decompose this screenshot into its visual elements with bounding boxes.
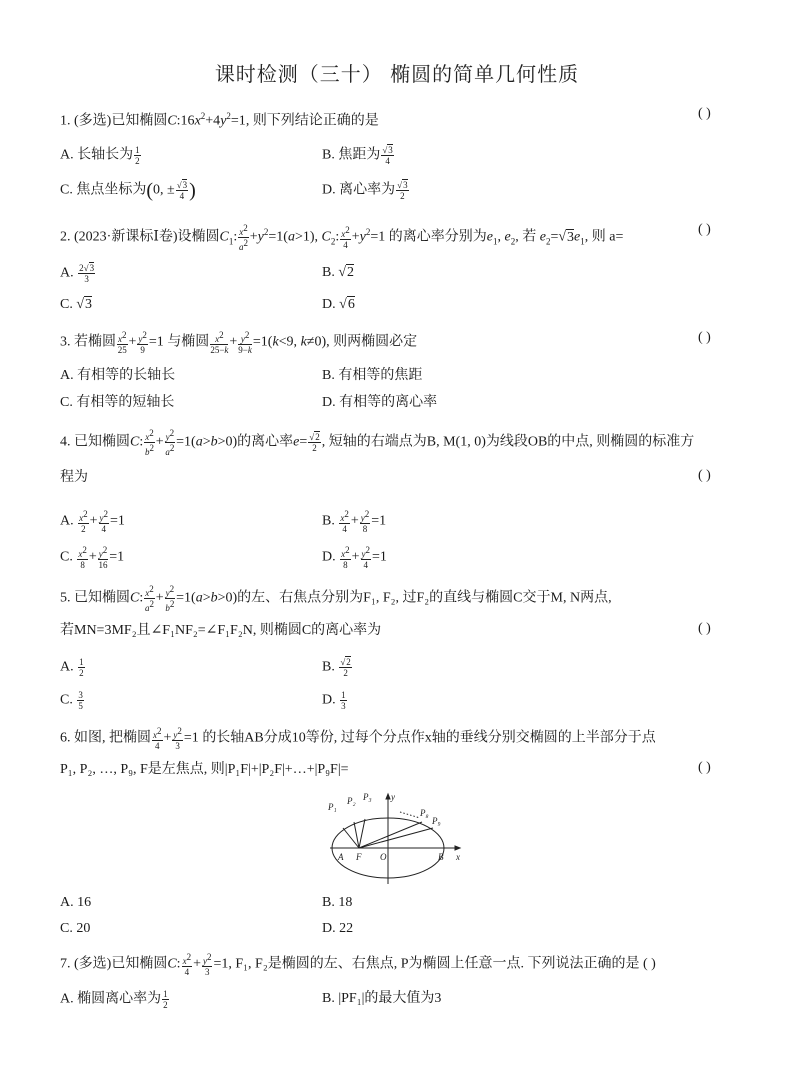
question-1-stem: 1. (多选)已知椭圆$C:16x^2+4y^2=1$, 则下列结论正确的是: [60, 111, 379, 129]
answer-paren-3: ( ): [698, 330, 711, 345]
dotted-segment: [400, 812, 420, 818]
question-3-stem: 3. 若椭圆 $\frac{x^2}{25}$ + $\frac{y^2}{9}$ =1 与椭圆 $\frac{x^2}{25-k}$ + $\frac{y^2}{9-k}$ =1(k<9, k≠0), 则两椭圆必定: [60, 330, 418, 355]
answer-paren-2: ( ): [698, 222, 711, 237]
q6-option-a: A. 16: [60, 895, 92, 910]
label-f: F: [356, 852, 362, 862]
question-2-stem: 2. (2023·新课标Ⅰ卷)设椭圆$C_1$: $\frac{x^2}{a^2}$ $+y^2=1(a>1)$, $C_2$: $\frac{x^2}{4}$ $+y^2=1$ 的离心率分别为$e_1$, $e_2$, 若 $e_2=√3e_1$, 则 a=: [60, 222, 624, 252]
question-5-stem: 5. 已知椭圆C: $\frac{x^2}{a^2}$ + $\frac{y^2}{b^2}$ =1(a>b>0)的左、右焦点分别为F₁, F₂, 过F₂的直线与椭圆C交于M, N两点,: [60, 584, 612, 613]
q3-option-a: A. 有相等的长轴长: [60, 368, 176, 383]
label-x-axis: x: [456, 852, 460, 862]
answer-paren-1: ( ): [698, 106, 711, 121]
answer-paren-5: ( ): [698, 621, 711, 636]
answer-paren-6: ( ): [698, 760, 711, 775]
segment-p9f: [359, 828, 433, 848]
label-p9: P₉: [432, 816, 441, 826]
page-title: 课时检测（三十） 椭圆的简单几何性质: [214, 62, 580, 86]
q1-option-c: C. 焦点坐标为(0, ± $\frac{√3}{4}$ ): [60, 179, 196, 202]
q6-option-c: C. 20: [60, 921, 91, 936]
question-6-stem-line2: P₁, P₂, …, P₉, F是左焦点, 则|P₁F|+|P₂F|+…+|P₉F|=: [60, 762, 349, 777]
q1-option-d: D. 离心率为 $\frac{√3}{2}$: [322, 180, 408, 201]
q4-option-b: B. $\frac{x^2}{4}$ + $\frac{y^2}{8}$ =1: [322, 509, 387, 534]
y-axis-arrow: [386, 794, 390, 799]
answer-paren-4: ( ): [698, 468, 711, 483]
q2-option-c: C. √3: [60, 297, 93, 312]
q4-option-a: A. $\frac{x^2}{2}$ + $\frac{y^2}{4}$ =1: [60, 509, 125, 534]
x-axis-arrow: [455, 846, 460, 850]
question-4-stem: 4. 已知椭圆C: $\frac{x^2}{b^2}$ + $\frac{y^2}{a^2}$ =1(a>b>0)的离心率e= $\frac{√2}{2}$ , 短轴的右端点为B, M(1, 0)为线段OB的中点, 则椭圆的标准方: [60, 428, 695, 457]
q1-option-a: A. 长轴长为 $\frac{1}{2}$: [60, 145, 140, 166]
label-b: B: [438, 852, 444, 862]
ellipse-figure: [328, 790, 468, 886]
label-p3: P₃: [363, 792, 372, 802]
q2-option-a: A. $\frac{2√3}{3}$: [60, 263, 95, 284]
segment-p8f: [359, 822, 422, 848]
question-5-stem-line2: 若MN=3MF₂且∠F₁NF₂=∠F₁F₂N, 则椭圆C的离心率为: [60, 623, 382, 638]
q3-option-b: B. 有相等的焦距: [322, 368, 423, 383]
q1-option-b: B. 焦距为 $\frac{√3}{4}$: [322, 145, 393, 166]
q5-option-d: D. $\frac{1}{3}$: [322, 690, 346, 711]
label-p2: P₂: [347, 796, 356, 806]
q6-option-b: B. 18: [322, 895, 353, 910]
q7-option-a: A. 椭圆离心率为 $\frac{1}{2}$: [60, 989, 168, 1010]
q3-option-d: D. 有相等的离心率: [322, 395, 438, 410]
q4-option-c: C. $\frac{x^2}{8}$ + $\frac{y^2}{16}$ =1: [60, 545, 125, 570]
segment-p3f: [359, 819, 365, 848]
q4-option-d: D. $\frac{x^2}{8}$ + $\frac{y^2}{4}$ =1: [322, 545, 387, 570]
q2-option-b: B. √2: [322, 265, 355, 280]
question-4-stem-line2: 程为: [60, 470, 88, 485]
q5-option-b: B. $\frac{√2}{2}$: [322, 657, 351, 678]
label-o: O: [380, 852, 387, 862]
label-y-axis: y: [391, 792, 395, 802]
label-a: A: [338, 852, 344, 862]
q7-option-b: B. |PF₁|的最大值为3: [322, 991, 442, 1006]
label-p1: P₁: [328, 802, 337, 812]
q3-option-c: C. 有相等的短轴长: [60, 395, 175, 410]
label-p8: P₈: [420, 808, 429, 818]
q5-option-a: A. $\frac{1}{2}$: [60, 657, 84, 678]
q5-option-c: C. $\frac{3}{5}$: [60, 690, 83, 711]
question-7-stem: 7. (多选)已知椭圆C: $\frac{x^2}{4}$ + $\frac{y^2}{3}$ =1, F₁, F₂是椭圆的左、右焦点, P为椭圆上任意一点. 下列说法正确的是 ( ): [60, 952, 656, 977]
q2-option-d: D. √6: [322, 297, 355, 312]
question-6-stem: 6. 如图, 把椭圆 $\frac{x^2}{4}$ + $\frac{y^2}{3}$ =1 的长轴AB分成10等份, 过每个分点作x轴的垂线分别交椭圆的上半部分于点: [60, 726, 656, 751]
q6-option-d: D. 22: [322, 921, 354, 936]
